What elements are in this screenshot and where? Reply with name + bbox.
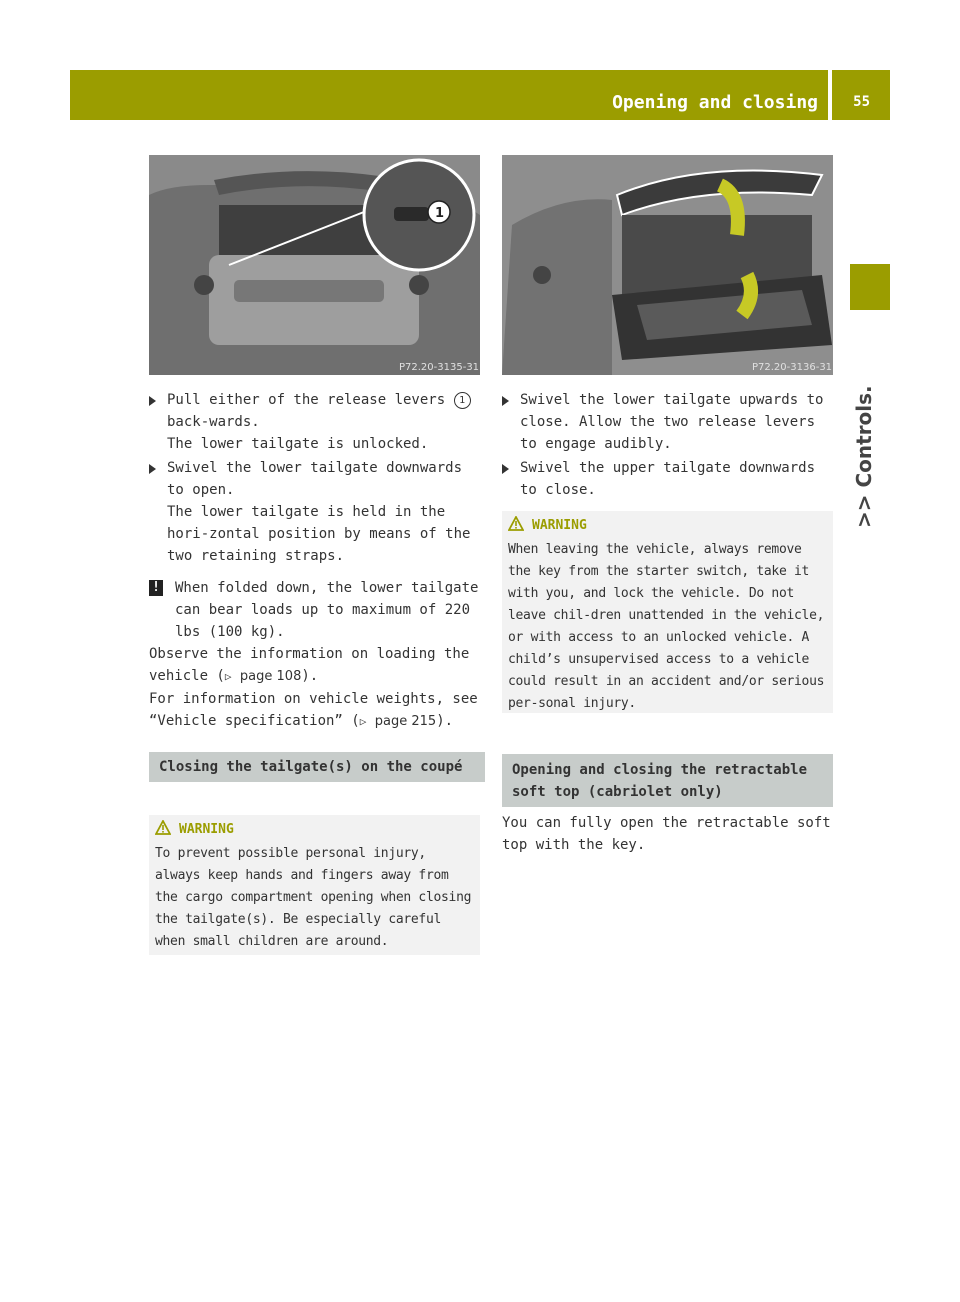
exclamation-icon: ! xyxy=(149,580,163,596)
warning-box xyxy=(502,511,833,713)
page-ref-arrow-icon: ▷ xyxy=(359,715,367,728)
warning-title: WARNING xyxy=(155,819,474,841)
instruction-step xyxy=(502,457,832,501)
image-code: P72.20-3136-31 xyxy=(752,362,833,373)
instruction-step xyxy=(149,389,481,455)
photo-closing-tailgate xyxy=(502,155,833,375)
header-divider xyxy=(828,70,832,120)
step-text: Swivel the lower tailgate downwards to open. xyxy=(167,460,463,498)
paragraph-weights: For information on vehicle weights, see “Vehicle specification” (▷ page 215). xyxy=(149,691,478,729)
step-text: Swivel the upper tailgate downwards to close. xyxy=(520,460,816,498)
step-arrow-icon xyxy=(502,464,509,474)
step-text: back-wards. xyxy=(167,414,260,430)
image-callout-label: 1 xyxy=(435,206,445,221)
step-text: Pull either of the release levers xyxy=(167,392,446,408)
step-text: Swivel the lower tailgate upwards to close. Allow the two release levers to engage audibly. xyxy=(520,392,824,452)
paragraph: You can fully open the retractable soft top with the key. xyxy=(502,815,831,853)
header-title: Opening and closing xyxy=(612,92,818,113)
page-ref[interactable]: page 108 xyxy=(239,669,302,684)
warning-title: WARNING xyxy=(508,515,827,537)
image-code: P72.20-3135-31 xyxy=(399,362,480,373)
header-bar xyxy=(70,70,890,120)
note xyxy=(149,577,481,643)
step-result: The lower tailgate is held in the hori-zontal position by means of the two retaining straps. xyxy=(167,504,471,564)
section-heading: Opening and closing the retractable soft top (cabriolet only) xyxy=(502,754,833,807)
paragraph-loading: Observe the information on loading the vehicle (▷ page 108). xyxy=(149,646,470,684)
step-arrow-icon xyxy=(149,464,156,474)
step-arrow-icon xyxy=(502,396,509,406)
section-heading: Closing the tailgate(s) on the coupé xyxy=(149,752,485,782)
section-body xyxy=(502,812,832,856)
warning-triangle-icon xyxy=(508,516,524,532)
page-ref[interactable]: page 215 xyxy=(374,714,437,729)
side-tab-label: >> Controls. xyxy=(852,385,876,528)
side-tab-marker xyxy=(850,264,890,310)
warning-box xyxy=(149,815,480,955)
page-number: 55 xyxy=(853,94,870,110)
warning-triangle-icon xyxy=(155,820,171,836)
left-column xyxy=(149,389,481,733)
warning-text: When leaving the vehicle, always remove the key from the starter switch, take it with you, and lock the vehicle. Do not leave chil-dren unattended in the vehicle, or with access to an unlocked vehicle. A child’s unsupervised access to a vehicle could result in an accident and/or serious per-sonal injury. xyxy=(508,542,825,711)
step-result: The lower tailgate is unlocked. xyxy=(167,436,429,452)
warning-text: To prevent possible personal injury, always keep hands and fingers away from the cargo compartment opening when closing the tailgate(s). Be especially careful when small children are around. xyxy=(155,846,472,949)
right-column xyxy=(502,389,832,503)
page-ref-arrow-icon: ▷ xyxy=(224,670,232,683)
photo-release-lever xyxy=(149,155,480,375)
instruction-step xyxy=(149,457,481,567)
note-text: When folded down, the lower tailgate can bear loads up to maximum of 220 lbs (100 kg). xyxy=(175,580,479,640)
step-arrow-icon xyxy=(149,396,156,406)
instruction-step xyxy=(502,389,832,455)
callout-1-icon: 1 xyxy=(454,392,471,409)
